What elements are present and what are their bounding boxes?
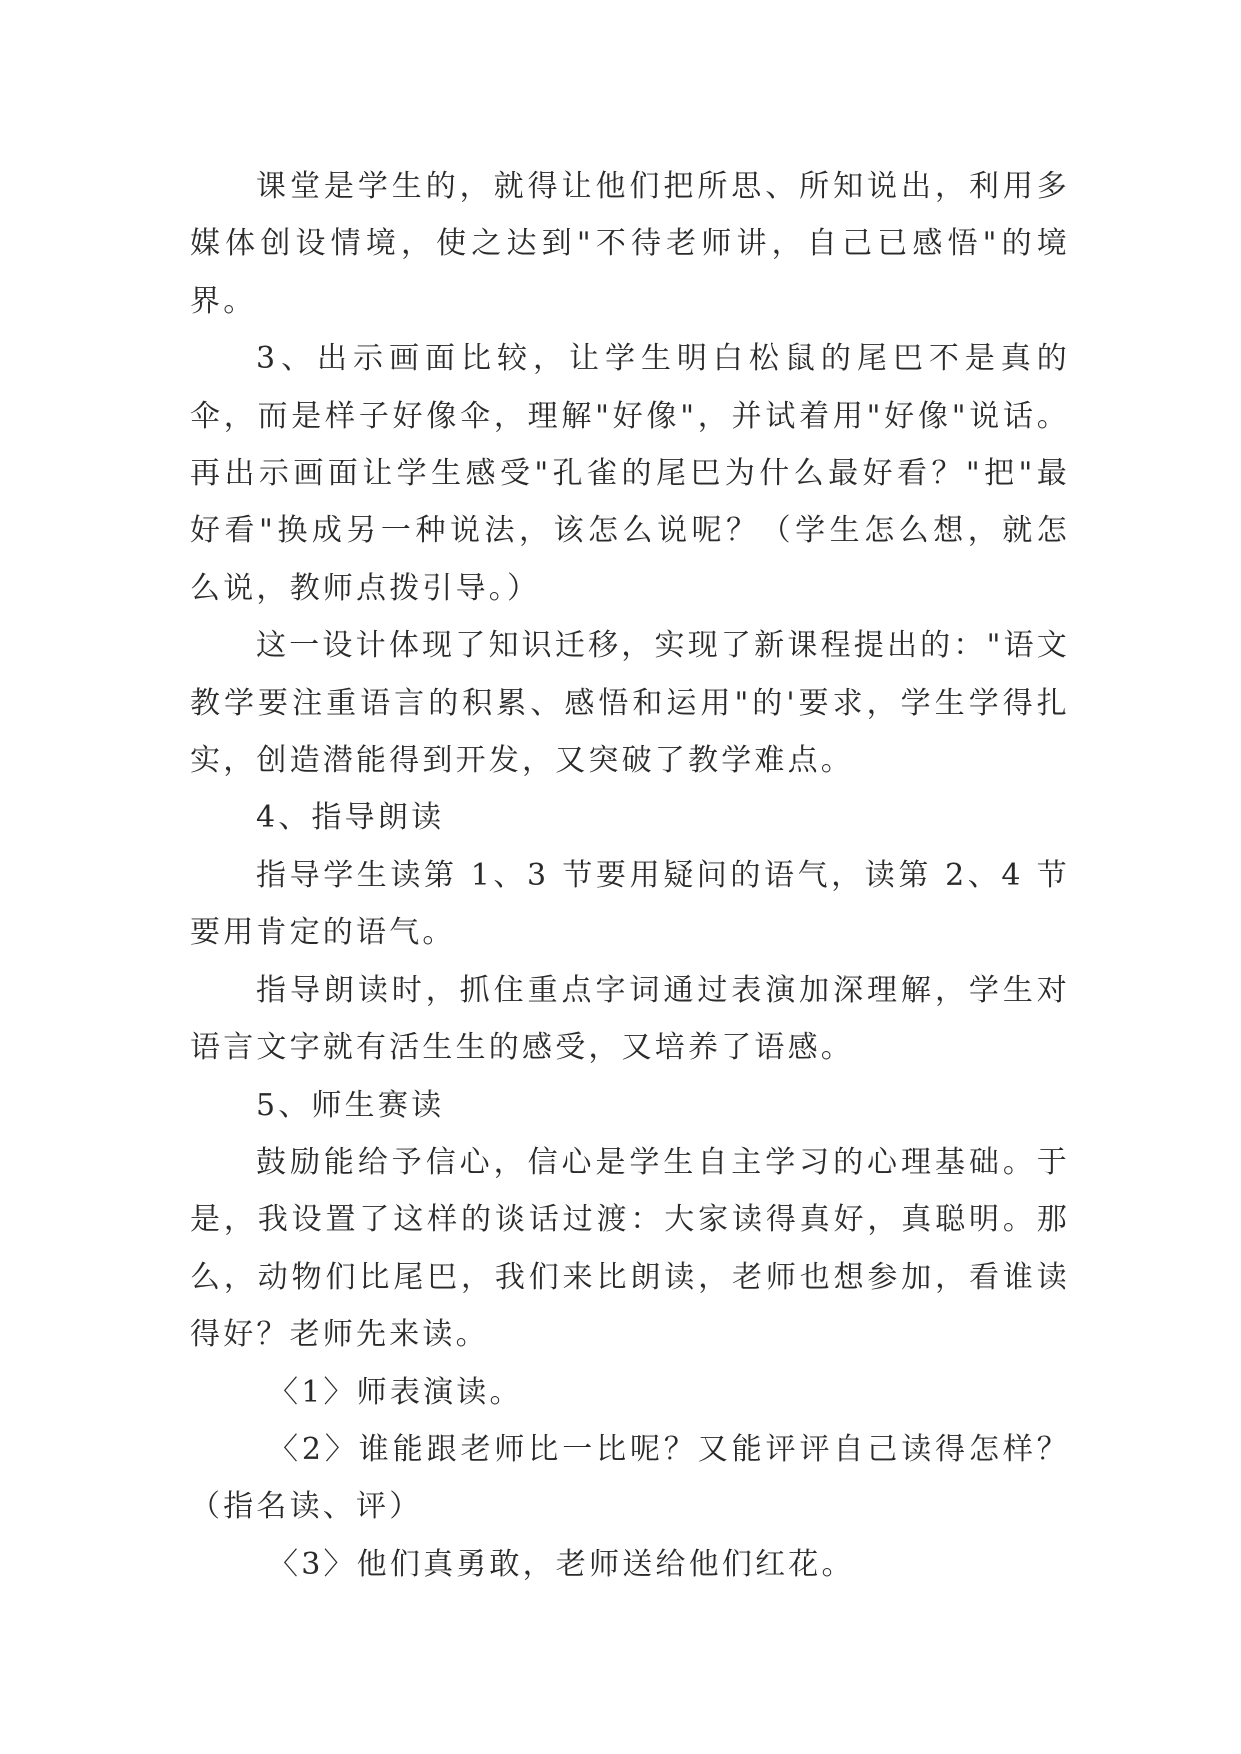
paragraph-8: 鼓励能给予信心，信心是学生自主学习的心理基础。于是，我设置了这样的谈话过渡：大家读得真好，真聪明。那么，动物们比尾巴，我们来比朗读，老师也想参加，看谁读得好？老师先来读。 [190, 1144, 1070, 1353]
list-item-3: 〈3〉他们真勇敢，老师送给他们红花。 [268, 1546, 855, 1582]
paragraph-5: 指导学生读第 1、3 节要用疑问的语气，读第 2、4 节要用肯定的语气。 [190, 857, 1070, 951]
paragraph-3: 这一设计体现了知识迁移，实现了新课程提出的："语文教学要注重语言的积累、感悟和运用"的'要求，学生学得扎实，创造潜能得到开发，又突破了教学难点。 [190, 628, 1070, 779]
list-item-2: 〈2〉谁能跟老师比一比呢？又能评评自己读得怎样？（指名读、评） [190, 1431, 1070, 1525]
paragraph-1: 课堂是学生的，就得让他们把所思、所知说出，利用多媒体创设情境，使之达到"不待老师讲，自己已感悟"的境界。 [190, 169, 1070, 319]
list-item-1: 〈1〉师表演读。 [268, 1374, 523, 1410]
section-heading-5: 5、师生赛读 [256, 1087, 445, 1123]
paragraph-6: 指导朗读时，抓住重点字词通过表演加深理解，学生对语言文字就有活生生的感受，又培养了语感。 [190, 972, 1070, 1066]
document-body [190, 158, 1070, 1593]
section-heading-4: 4、指导朗读 [256, 800, 445, 836]
paragraph-2: 3、出示画面比较，让学生明白松鼠的尾巴不是真的伞，而是样子好像伞，理解"好像"，并试着用"好像"说话。再出示画面让学生感受"孔雀的尾巴为什么最好看？"把"最好看"换成另一种说法，该怎么说呢？（学生怎么想，就怎么说，教师点拨引导。） [190, 341, 1070, 606]
